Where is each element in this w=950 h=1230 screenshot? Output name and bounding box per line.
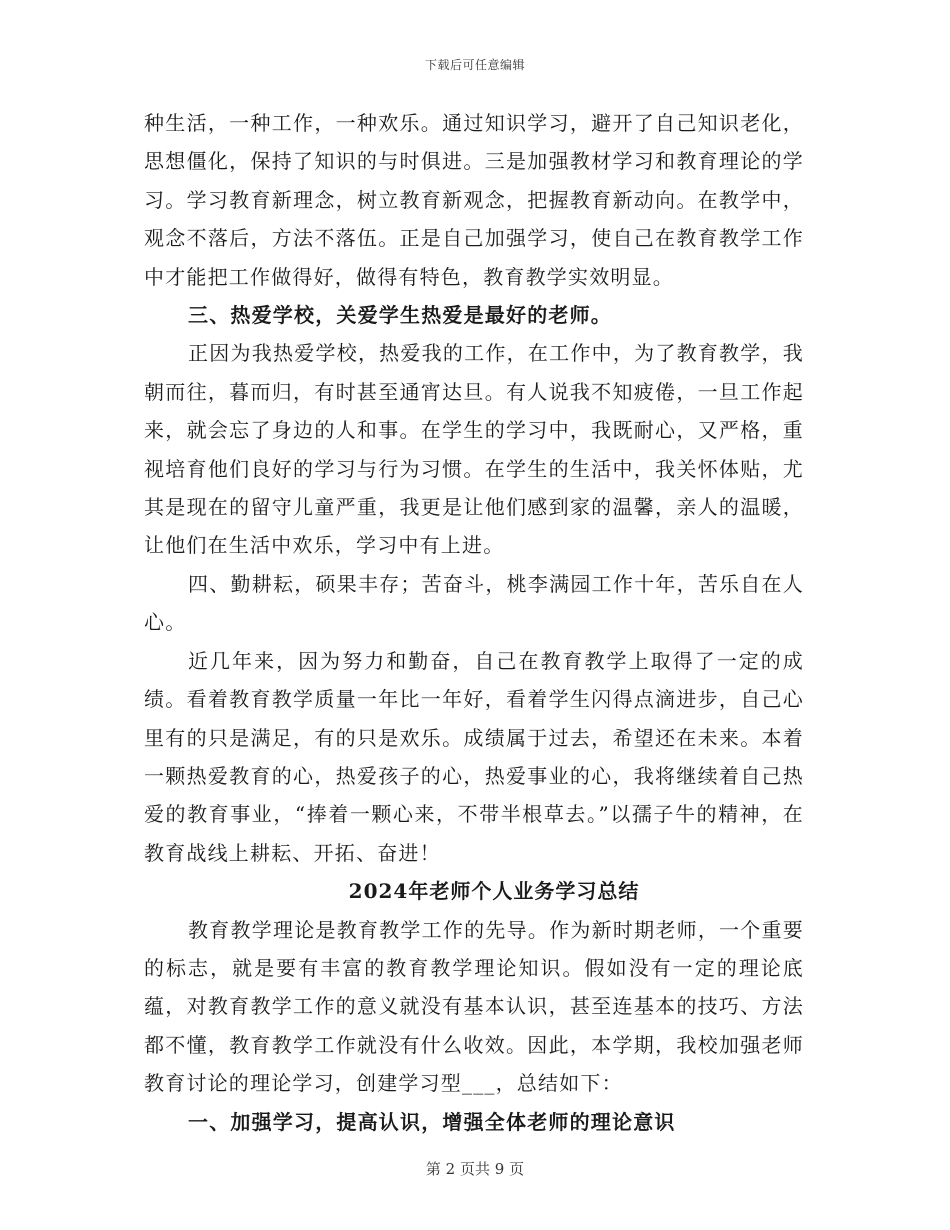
- section-heading: 一、加强学习，提高认识，增强全体老师的理论意识: [188, 1109, 676, 1134]
- page-header: 下载后可任意编辑: [424, 58, 525, 72]
- body-paragraph: 教育教学理论是教育教学工作的先导。作为新时期老师，一个重要的标志，就是要有丰富的教育教学理论知识。假如没有一定的理论底蕴，对教育教学工作的意义就没有基本认识，甚至连基本的技巧、方法都不懂，教育教学工作就没有什么收效。因此，本学期，我校加强老师教育讨论的理论学习，创建学习型___，总结如下：: [144, 917, 804, 1096]
- body-paragraph: 种生活，一种工作，一种欢乐。通过知识学习，避开了自己知识老化，思想僵化，保持了知识的与时俱进。三是加强教材学习和教育理论的学习。学习教育新理念，树立教育新观念，把握教育新动向。在教学中，观念不落后，方法不落伍。正是自己加强学习，使自己在教育教学工作中才能把工作做得好，做得有特色，教育教学实效明显。: [144, 111, 804, 289]
- page-footer: 第 2 页共 9 页: [425, 1160, 525, 1178]
- section-heading: 四、勤耕耘，硕果丰存；苦奋斗，桃李满园工作十年，苦乐自在人心。: [144, 571, 804, 635]
- body-paragraph: 正因为我热爱学校，热爱我的工作，在工作中，为了教育教学，我朝而往，暮而归，有时甚至通宵达旦。有人说我不知疲倦，一旦工作起来，就会忘了身边的人和事。在学生的学习中，我既耐心，又严格，重视培育他们良好的学习与行为习惯。在学生的生活中，我关怀体贴，尤其是现在的留守儿童严重，我更是让他们感到家的温馨，亲人的温暖，让他们在生活中欢乐，学习中有上进。: [144, 341, 804, 558]
- document-body: [144, 104, 804, 1141]
- document-title: 2024年老师个人业务学习总结: [348, 879, 640, 904]
- section-heading: 三、热爱学校，关爱学生热爱是最好的老师。: [188, 303, 612, 328]
- body-paragraph: 近几年来，因为努力和勤奋，自己在教育教学上取得了一定的成绩。看着教育教学质量一年比一年好，看着学生闪得点滴进步，自己心里有的只是满足，有的只是欢乐。成绩属于过去，希望还在未来。本着一颗热爱教育的心，热爱孩子的心，热爱事业的心，我将继续着自己热爱的教育事业，“捧着一颗心来，不带半根草去。”以孺子牛的精神，在教育战线上耕耘、开拓、奋进！: [144, 648, 804, 865]
